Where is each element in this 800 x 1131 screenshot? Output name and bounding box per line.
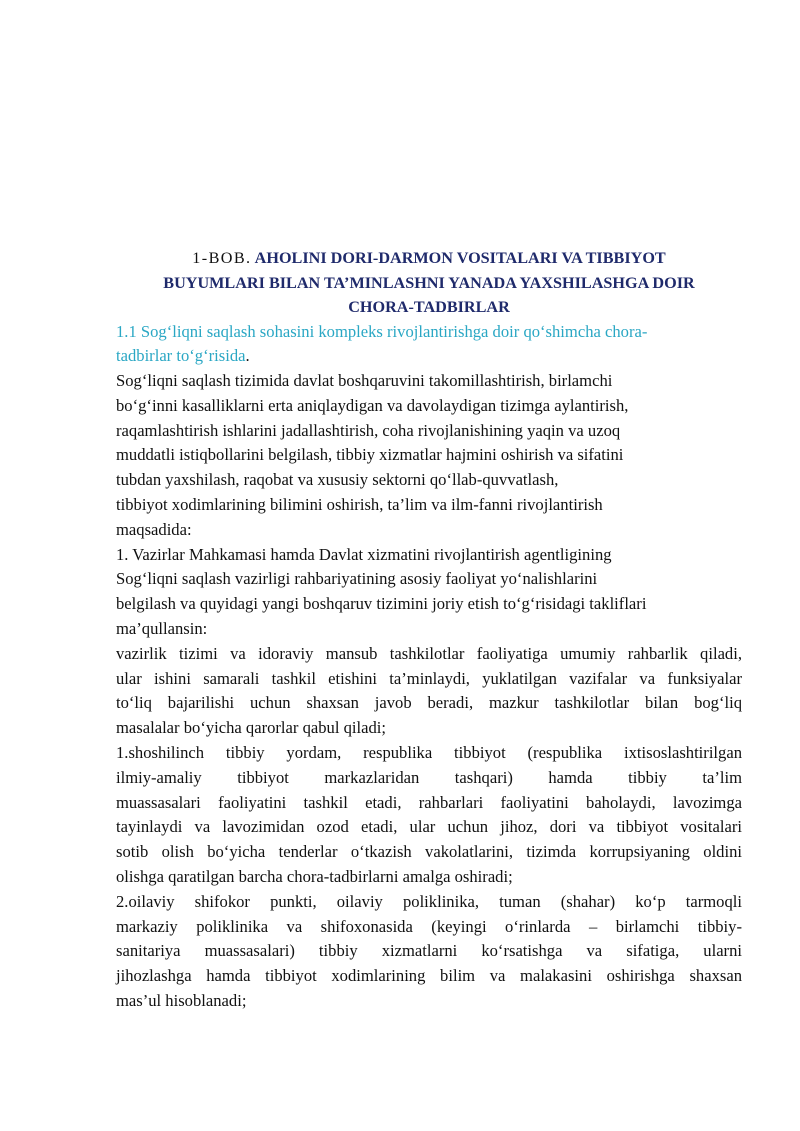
item-1-paragraph [116, 543, 742, 642]
text-line: belgilash va quyidagi yangi boshqaruv tizimini joriy etish to‘g‘risidagi takliflari [116, 594, 647, 614]
text-line: muddatli istiqbollarini belgilash, tibbiy xizmatlar hajmini oshirish va sifatini [116, 445, 624, 465]
section-heading-text: tadbirlar to‘g‘risida [116, 346, 246, 366]
text-line: ular ishini samarali tashkil etishini ta’minlaydi, yuklatilgan vazifalar va funksiyalar [116, 668, 742, 688]
document-body [116, 246, 742, 1014]
text-line: bo‘g‘inni kasalliklarni erta aniqlaydigan va davolaydigan tizimga aylantirish, [116, 395, 629, 415]
text-line: sotib olish bo‘yicha tenderlar o‘tkazish vakolatlarini, tizimda korrupsiyaning oldini [116, 842, 742, 862]
chapter-title-line-2: BUYUMLARI BILAN TA’MINLASHNI YANADA YAXSHILASHGA DOIR [163, 273, 695, 292]
text-line: Sog‘liqni saqlash vazirligi rahbariyatining asosiy faoliyat yo‘nalishlarini [116, 569, 598, 589]
text-line: mas’ul hisoblanadi; [116, 991, 247, 1011]
text-line: 1. Vazirlar Mahkamasi hamda Davlat xizmatini rivojlantirish agentligining [116, 544, 612, 564]
text-line: tubdan yaxshilash, raqobat va xususiy sektorni qo‘llab-quvvatlash, [116, 470, 559, 490]
text-line: ma’qullansin: [116, 619, 208, 639]
text-line: ilmiy-amaliy tibbiyot markazlaridan tashqari) hamda tibbiy ta’lim [116, 767, 742, 787]
chapter-title-line-3: CHORA-TADBIRLAR [348, 298, 510, 316]
section-heading-line: 1.1 Sog‘liqni saqlash sohasini kompleks rivojlantirishga doir qo‘shimcha chora- [116, 321, 648, 341]
intro-paragraph [116, 369, 742, 543]
chapter-heading [116, 246, 742, 320]
text-line: olishga qaratilgan barcha chora-tadbirlarni amalga oshiradi; [116, 867, 513, 887]
text-line: masalalar bo‘yicha qarorlar qabul qiladi; [116, 718, 386, 738]
text-line: tayinlaydi va lavozimidan ozod etadi, ular uchun jihoz, dori va tibbiyot vositalari [116, 817, 742, 837]
text-line: tibbiyot xodimlarining bilimini oshirish, ta’lim va ilm-fanni rivojlantirish [116, 495, 603, 515]
text-line: muassasalari faoliyatini tashkil etadi, rahbarlari faoliyatini baholaydi, lavozimga [116, 792, 742, 812]
chapter-number: 1-BOB. [192, 249, 252, 267]
vazirlik-paragraph [116, 642, 742, 741]
section-heading-line [116, 344, 742, 369]
text-line: raqamlashtirish ishlarini jadallashtirish, coha rivojlanishining yaqin va uzoq [116, 420, 621, 440]
section-heading-dot: . [245, 346, 250, 366]
subitem-2-paragraph [116, 890, 742, 1014]
text-line: jihozlashga hamda tibbiyot xodimlarining bilim va malakasini oshirishga shaxsan [116, 966, 742, 986]
text-line: vazirlik tizimi va idoraviy mansub tashkilotlar faoliyatiga umumiy rahbarlik qiladi, [116, 643, 742, 663]
text-line: to‘liq bajarilishi uchun shaxsan javob beradi, mazkur tashkilotlar bilan bog‘liq [116, 693, 742, 713]
text-line: maqsadida: [116, 519, 192, 539]
section-heading [116, 320, 742, 370]
subitem-1-paragraph [116, 741, 742, 890]
text-line: 1.shoshilinch tibbiy yordam, respublika tibbiyot (respublika ixtisoslashtirilgan [116, 743, 742, 763]
chapter-title-line-1: AHOLINI DORI-DARMON VOSITALARI VA TIBBIYOT [254, 249, 666, 267]
text-line: sanitariya muassasalari) tibbiy xizmatlarni ko‘rsatishga va sifatiga, ularni [116, 941, 742, 961]
text-line: 2.oilaviy shifokor punkti, oilaviy poliklinika, tuman (shahar) ko‘p tarmoqli [116, 891, 742, 911]
text-line: Sog‘liqni saqlash tizimida davlat boshqaruvini takomillashtirish, birlamchi [116, 371, 613, 391]
text-line: markaziy poliklinika va shifoxonasida (keyingi o‘rinlarda – birlamchi tibbiy- [116, 916, 742, 936]
